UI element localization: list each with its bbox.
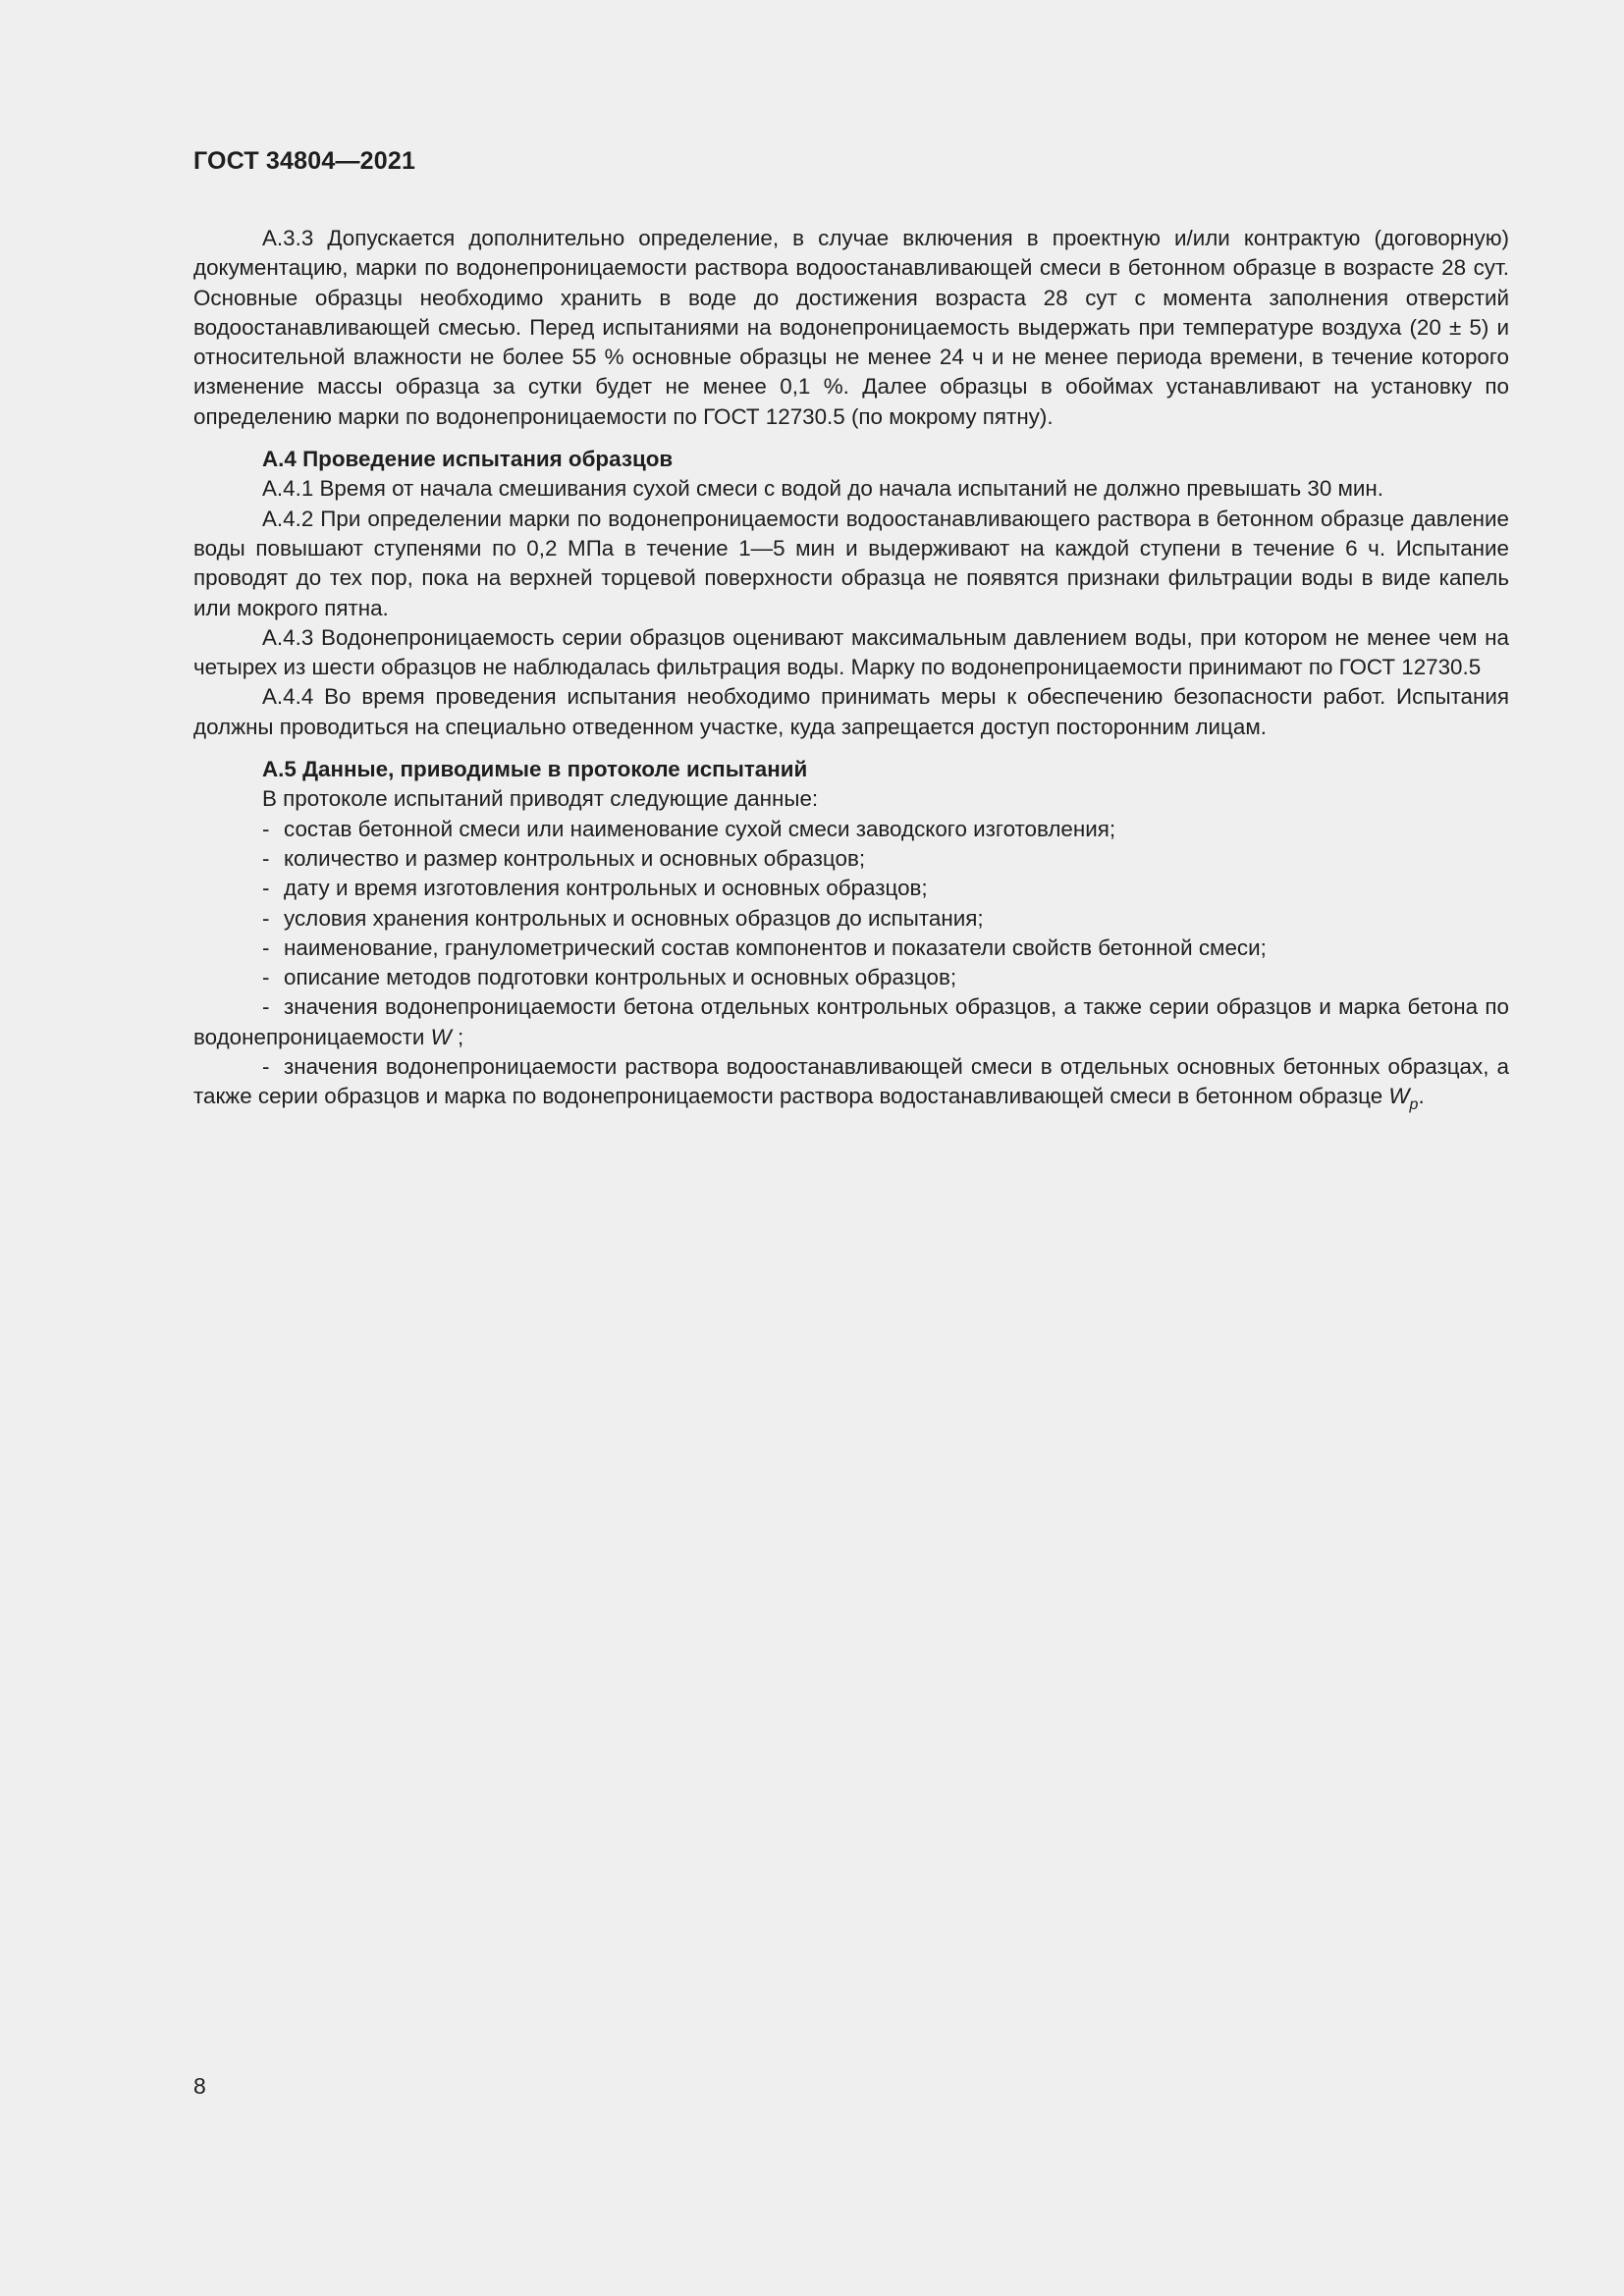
list-item-text: значения водонепроницаемости раствора водоостанавливающей смеси в отдельных основных бетонных образцах, а также серии образцов и марка по водонепроницаемости раствора водостанавливающей смеси в бетонном образце [193,1054,1509,1109]
list-item-wp [193,1052,1509,1112]
list-item-text: наименование, гранулометрический состав компонентов и показатели свойств бетонной смеси; [284,934,1267,960]
paragraph-a3-3: А.3.3 Допускается дополнительно определение, в случае включения в проектную и/или контрактую (договорную) документацию, марки по водонепроницаемости раствора водоостанавливающей смеси в бетонном образце в возрасте 28 сут. Основные образцы необходимо хранить в воде до достижения возраста 28 сут с момента заполнения отверстий водоостанавливающей смесью. Перед испытаниями на водонепроницаемость выдержать при температуре воздуха (20 ± 5) и относительной влажности не более 55 % основные образцы не менее 24 ч и не менее периода времени, в течение которого изменение массы образца за сутки будет не менее 0,1 %. Далее образцы в обоймах устанавливают на установку по определению марки по водонепроницаемости по ГОСТ 12730.5 (по мокрому пятну). [193,226,1509,429]
list-item [193,874,1509,903]
paragraph-a4-2: А.4.2 При определении марки по водонепроницаемости водоостанавливающего раствора в бетонном образце давление воды повышают ступенями по 0,2 МПа в течение 1—5 мин и выдерживают на каждой ступени в течение 6 ч. Испытание проводят до тех пор, пока на верхней торцевой поверхности образца не появятся признаки фильтрации воды в виде капель или мокрого пятна. [193,506,1509,620]
symbol-w: W [1388,1084,1410,1109]
paragraph-a4-4: А.4.4 Во время проведения испытания необходимо принимать меры к обеспечению безопасности работ. Испытания должны проводиться на специально отведенном участке, куда запрещается доступ посторонним лицам. [193,684,1509,739]
list-item-text: условия хранения контрольных и основных образцов до испытания; [284,905,984,931]
list-item-text: значения водонепроницаемости бетона отдельных контрольных образцов, а также серии образцов и марка бетона по водонепроницаемости [193,994,1509,1049]
list-item-text: описание методов подготовки контрольных и основных образцов; [284,965,957,990]
list-item-text: количество и размер контрольных и основных образцов; [284,845,866,871]
document-body [193,224,1509,1112]
list-dash: - [262,965,270,990]
list-item-end: . [1418,1084,1425,1109]
list-item-text: дату и время изготовления контрольных и основных образцов; [284,876,928,901]
list-item [193,844,1509,874]
list-dash: - [262,1054,270,1080]
document-page [193,0,1509,2296]
list-dash: - [262,934,270,960]
list-dash: - [262,905,270,931]
paragraph-a4-3: А.4.3 Водонепроницаемость серии образцов оценивают максимальным давлением воды, при котором не менее чем на четырех из шести образцов не наблюдалась фильтрация воды. Марку по водонепроницаемости принимают по ГОСТ 12730.5 [193,624,1509,680]
paragraph-a5-intro: В протоколе испытаний приводят следующие данные: [262,786,819,812]
list-dash: - [262,876,270,901]
page-number: 8 [193,2073,206,2099]
list-item [193,815,1509,844]
list-dash: - [262,845,270,871]
list-item [193,904,1509,934]
symbol-subscript-p: p [1409,1096,1419,1114]
list-dash: - [262,994,270,1020]
paragraph-a4-1: А.4.1 Время от начала смешивания сухой смеси с водой до начала испытаний не должно превышать 30 мин. [262,476,1384,502]
document-header: ГОСТ 34804—2021 [193,147,416,175]
section-title-a5: А.5 Данные, приводимые в протоколе испытаний [262,757,808,782]
section-title-a4: А.4 Проведение испытания образцов [262,447,674,472]
symbol-w: W [430,1024,452,1049]
list-item [193,934,1509,963]
list-item-text: состав бетонной смеси или наименование сухой смеси заводского изготовления; [284,816,1116,841]
list-item [193,963,1509,992]
list-item-end: ; [451,1024,464,1049]
list-item-w [193,992,1509,1052]
list-dash: - [262,816,270,841]
